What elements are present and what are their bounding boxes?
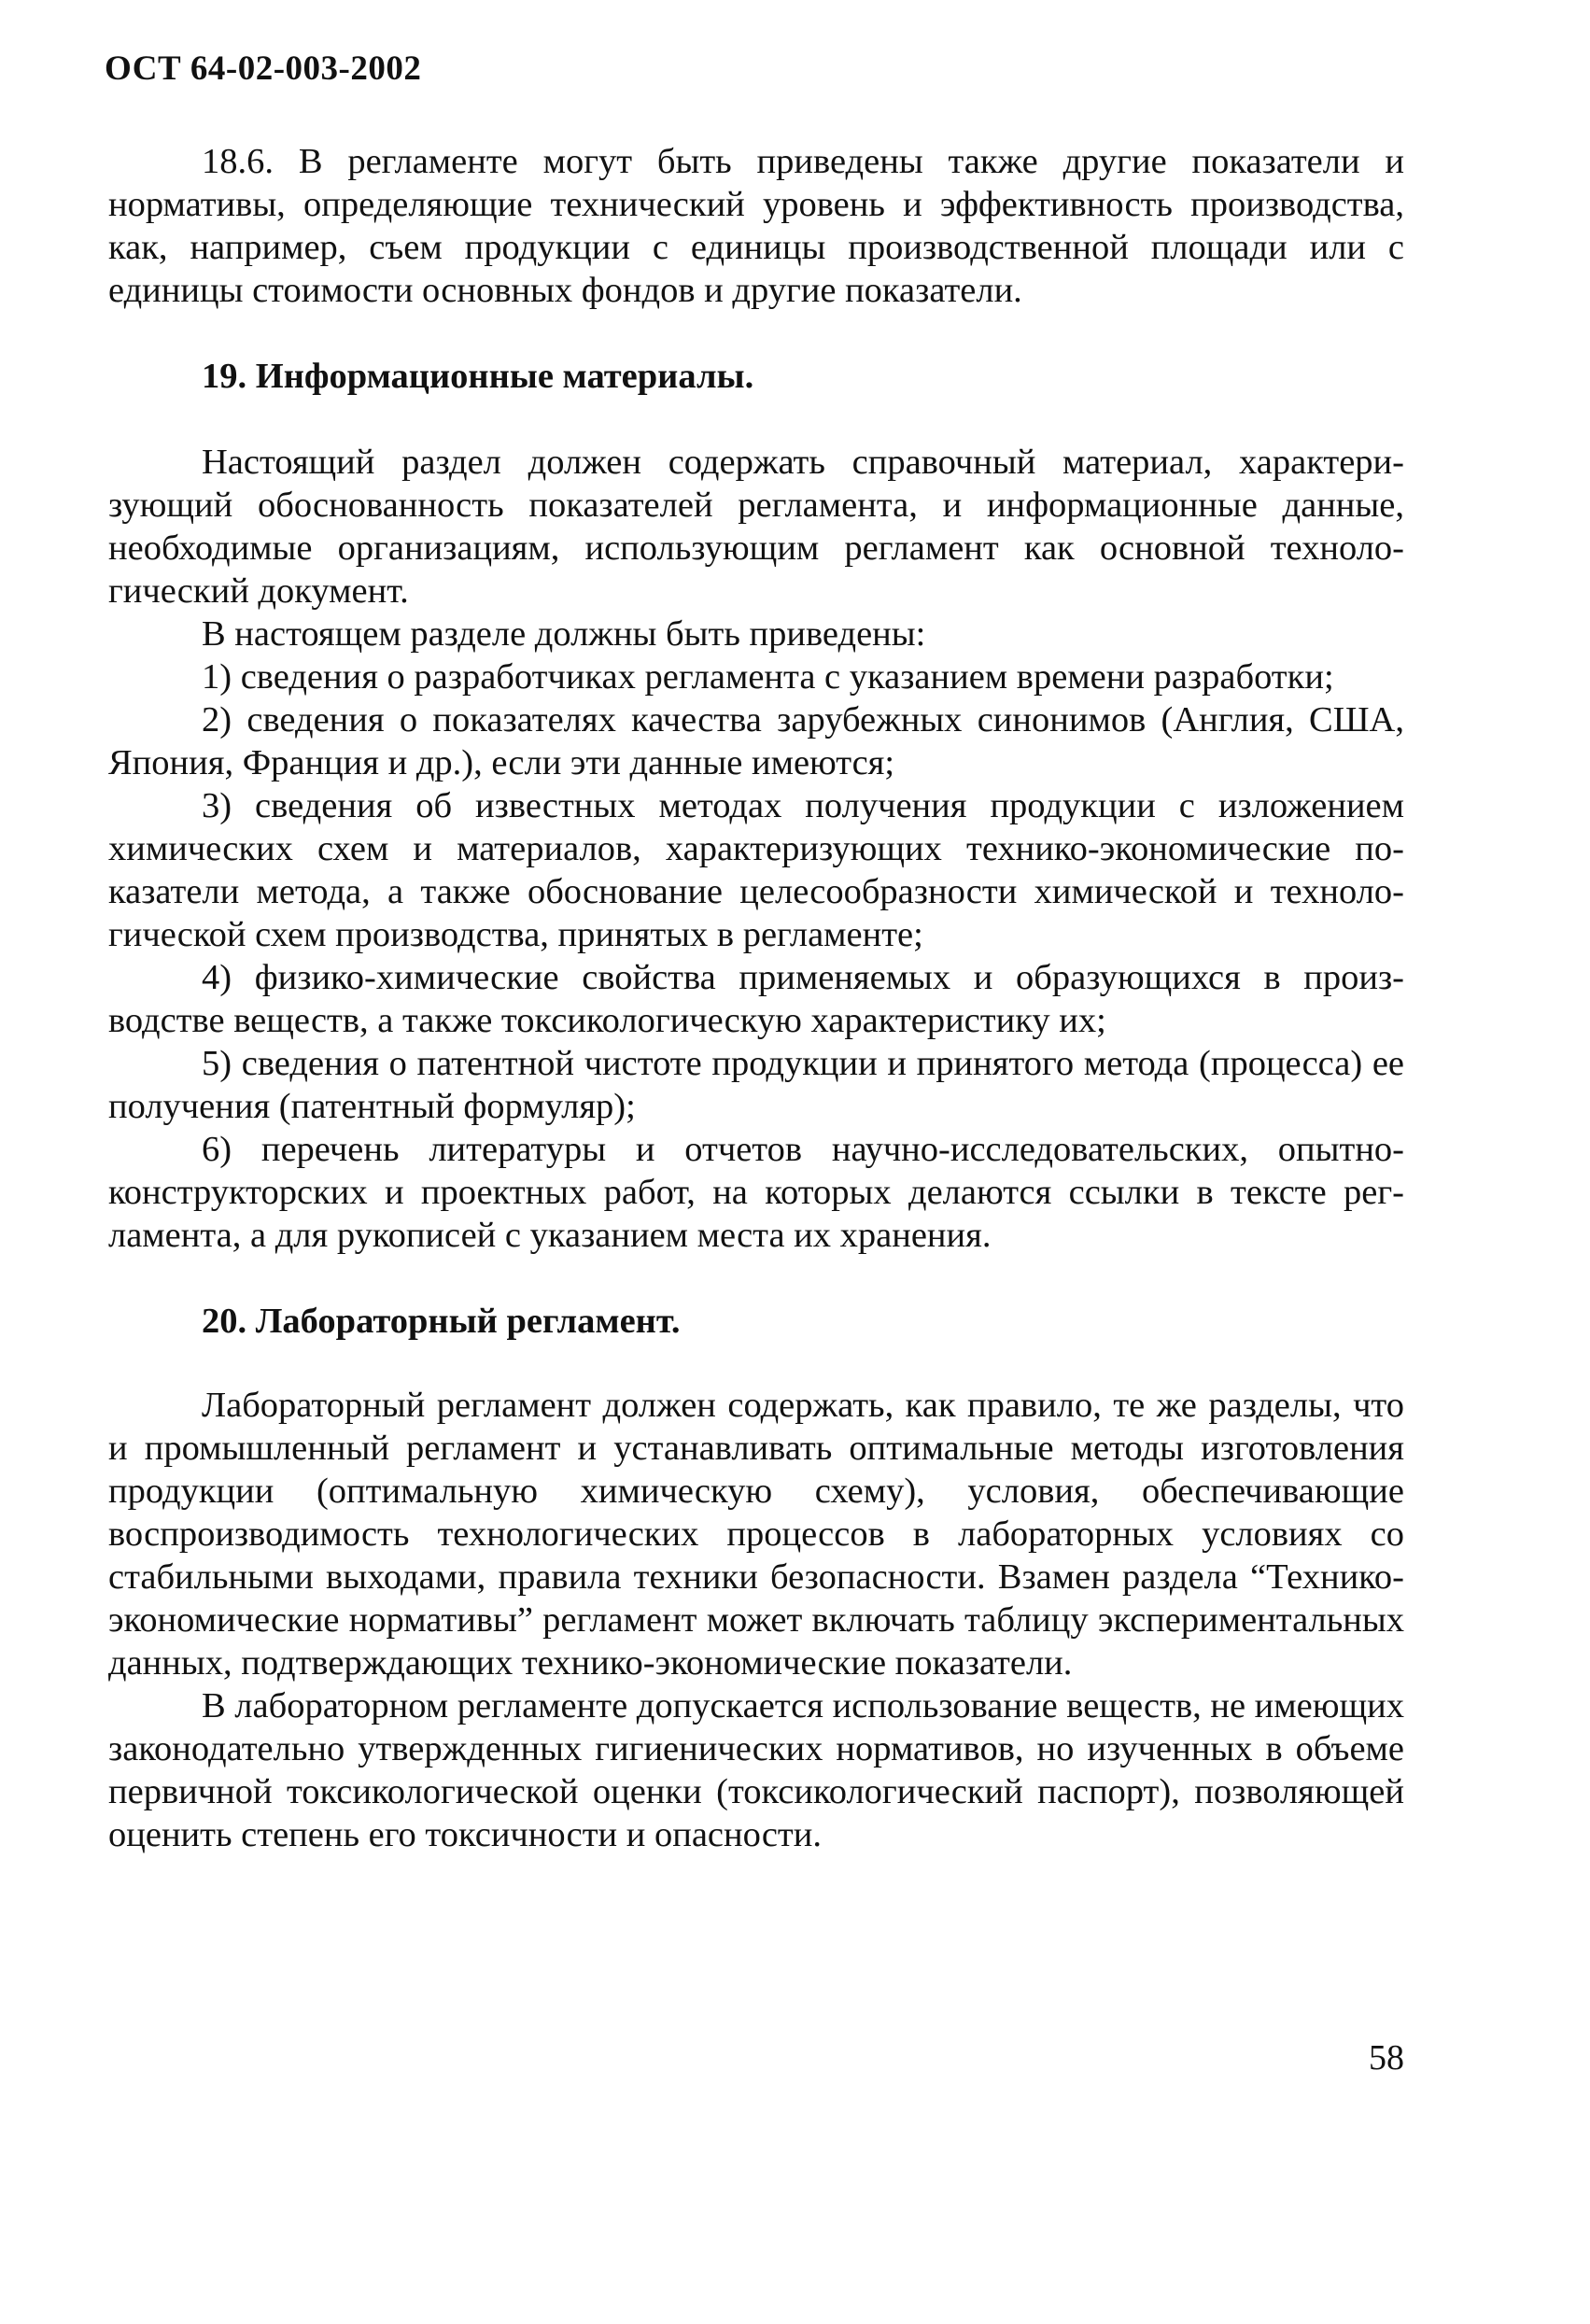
section-20-heading: 20. Лабораторный регламент. <box>202 1302 681 1341</box>
section-19-item-6: 6) перечень литературы и отчетов научно-исследовательских, опытно-конструкторских и проектных работ, на которых делаются ссылки в тексте регламента, а для рукописей с указанием места их хранения. <box>108 1130 1404 1255</box>
section-19-item-2: 2) сведения о показателях качества зарубежных синонимов (Англия, США, Япония, Франция и др.), если эти данные имеются; <box>108 700 1404 782</box>
section-19-item-1: 1) сведения о разработчиках регламента с указанием времени разработки; <box>202 657 1334 697</box>
section-19-item-3: 3) сведения об известных методах получения продукции с изложением химических схем и материалов, характеризующих технико-экономические показатели метода, а также обоснование целесообразности химической и технологической схем производства, принятых в регламенте; <box>108 786 1404 954</box>
page-number: 58 <box>1369 2038 1404 2078</box>
section-19-intro: Настоящий раздел должен содержать справочный материал, характеризующий обоснованность показателей регламента, и информационные данные, необходимые организациям, использующим регламент как основной технологический документ. <box>108 443 1404 611</box>
section-19-heading: 19. Информационные материалы. <box>202 357 754 396</box>
section-19-item-5: 5) сведения о патентной чистоте продукции и принятого метода (процесса) ее получения (патентный формуляр); <box>108 1044 1404 1126</box>
section-20-paragraph-1: Лабораторный регламент должен содержать, как правило, те же разделы, что и промышленный регламент и устанавливать оптимальные методы изготовления продукции (оптимальную химическую схему), условия, обеспечивающие воспроизводимость технологических процессов в лабораторных условиях со стабильными выходами, правила техники безопасности. Взамен раздела “Технико-экономические нормативы” регламент может включать таблицу экспериментальных данных, подтверждающих технико-экономические показатели. <box>108 1386 1404 1683</box>
section-19-item-4: 4) физико-химические свойства применяемых и образующихся в производстве веществ, а также токсикологическую характеристику их; <box>108 958 1404 1040</box>
document-code-header: ОСТ 64-02-003-2002 <box>105 49 422 88</box>
section-20-paragraph-2: В лабораторном регламенте допускается использование веществ, не имеющих законодательно утвержденных гигиенических нормативов, но изученных в объеме первичной токсикологической оценки (токсикологический паспорт), позволяющей оценить степень его токсичности и опасности. <box>108 1686 1405 1854</box>
section-19-list-intro: В настоящем разделе должны быть приведены: <box>202 614 926 654</box>
paragraph-18-6: 18.6. В регламенте могут быть приведены также другие показатели и нормативы, определяющие технический уровень и эффективность производства, как, например, съем продукции с единицы производственной площади или с единицы стоимости основных фондов и другие показатели. <box>108 142 1404 310</box>
page-body <box>108 140 1404 1856</box>
